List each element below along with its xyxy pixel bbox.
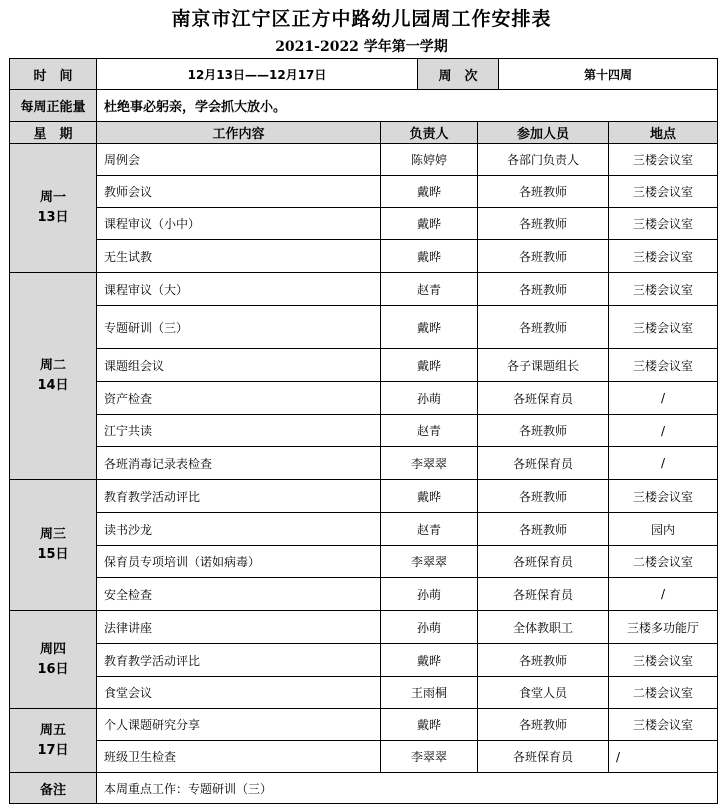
work-content: 个人课题研究分享 xyxy=(97,709,381,741)
location-cell: 三楼会议室 xyxy=(609,144,718,176)
day-name: 周五 xyxy=(39,722,66,738)
owner-cell: 孙萌 xyxy=(381,611,478,644)
week-label: 周 次 xyxy=(418,59,499,90)
location-cell: / xyxy=(609,741,718,773)
time-value: 12月13日——12月17日 xyxy=(97,59,418,90)
day-name: 周一 xyxy=(39,190,66,205)
owner-cell: 赵青 xyxy=(381,415,478,447)
table-row xyxy=(10,480,718,513)
day-cell xyxy=(10,144,97,273)
table-row xyxy=(10,273,718,306)
participants-cell: 全体教职工 xyxy=(478,611,609,644)
location-cell: 园内 xyxy=(609,513,718,546)
work-content: 安全检查 xyxy=(97,578,381,611)
work-content: 无生试教 xyxy=(97,240,381,273)
participants-cell: 各班保育员 xyxy=(478,447,609,480)
owner-cell: 戴晔 xyxy=(381,240,478,273)
participants-cell: 食堂人员 xyxy=(478,677,609,709)
table-row xyxy=(10,546,718,578)
work-content: 各班消毒记录表检查 xyxy=(97,447,381,480)
location-cell: 二楼会议室 xyxy=(609,546,718,578)
day-name: 周四 xyxy=(39,641,66,657)
table-row xyxy=(10,306,718,349)
day-name: 周三 xyxy=(39,527,66,542)
work-content: 周例会 xyxy=(97,144,381,176)
location-cell: / xyxy=(609,447,718,480)
day-cell xyxy=(10,480,97,611)
participants-cell: 各班教师 xyxy=(478,208,609,240)
participants-cell: 各班保育员 xyxy=(478,382,609,415)
location-cell: / xyxy=(609,382,718,415)
table-row xyxy=(10,741,718,773)
work-content: 专题研训（三） xyxy=(97,306,381,349)
participants-cell: 各班教师 xyxy=(478,240,609,273)
owner-cell: 戴晔 xyxy=(381,208,478,240)
participants-cell: 各子课题组长 xyxy=(478,349,609,382)
location-cell: 二楼会议室 xyxy=(609,677,718,709)
location-cell: 三楼会议室 xyxy=(609,176,718,208)
owner-cell: 赵青 xyxy=(381,273,478,306)
table-row xyxy=(10,677,718,709)
work-content: 课程审议（小中） xyxy=(97,208,381,240)
location-cell: / xyxy=(609,578,718,611)
owner-cell: 陈婷婷 xyxy=(381,144,478,176)
work-content: 教育教学活动评比 xyxy=(97,480,381,513)
location-cell: 三楼会议室 xyxy=(609,306,718,349)
owner-cell: 李翠翠 xyxy=(381,447,478,480)
week-value: 第十四周 xyxy=(499,59,718,90)
table-row xyxy=(10,447,718,480)
owner-cell: 戴晔 xyxy=(381,306,478,349)
owner-cell: 戴晔 xyxy=(381,644,478,677)
participants-cell: 各班保育员 xyxy=(478,546,609,578)
table-row xyxy=(10,144,718,176)
table-row xyxy=(10,709,718,741)
owner-cell: 戴晔 xyxy=(381,709,478,741)
participants-cell: 各班保育员 xyxy=(478,578,609,611)
day-name: 周二 xyxy=(39,358,66,373)
day-cell xyxy=(10,709,97,773)
owner-cell: 戴晔 xyxy=(381,176,478,208)
table-row xyxy=(10,611,718,644)
day-cell xyxy=(10,611,97,709)
col-day: 星 期 xyxy=(10,122,97,144)
remarks-text: 本周重点工作：专题研训（三） xyxy=(97,773,718,804)
location-cell: 三楼会议室 xyxy=(609,208,718,240)
participants-cell: 各班教师 xyxy=(478,273,609,306)
participants-cell: 各班教师 xyxy=(478,644,609,677)
time-label: 时 间 xyxy=(10,59,97,90)
location-cell: / xyxy=(609,415,718,447)
table-row xyxy=(10,578,718,611)
owner-cell: 孙萌 xyxy=(381,578,478,611)
day-date: 17日 xyxy=(37,742,69,758)
owner-cell: 戴晔 xyxy=(381,349,478,382)
participants-cell: 各班保育员 xyxy=(478,741,609,773)
work-content: 江宁共读 xyxy=(97,415,381,447)
table-row xyxy=(10,349,718,382)
schedule-table xyxy=(9,58,718,804)
location-cell: 三楼会议室 xyxy=(609,709,718,741)
table-row xyxy=(10,176,718,208)
col-owner: 负责人 xyxy=(381,122,478,144)
participants-cell: 各部门负责人 xyxy=(478,144,609,176)
owner-cell: 赵青 xyxy=(381,513,478,546)
table-row xyxy=(10,208,718,240)
table-row xyxy=(10,644,718,677)
location-cell: 三楼会议室 xyxy=(609,644,718,677)
owner-cell: 李翠翠 xyxy=(381,546,478,578)
table-row xyxy=(10,382,718,415)
day-date: 14日 xyxy=(37,378,69,393)
motto-text: 杜绝事必躬亲，学会抓大放小。 xyxy=(97,90,718,122)
day-date: 16日 xyxy=(37,661,69,677)
location-cell: 三楼会议室 xyxy=(609,240,718,273)
work-content: 班级卫生检查 xyxy=(97,741,381,773)
participants-cell: 各班教师 xyxy=(478,176,609,208)
table-row xyxy=(10,240,718,273)
work-content: 课题组会议 xyxy=(97,349,381,382)
owner-cell: 戴晔 xyxy=(381,480,478,513)
work-content: 教师会议 xyxy=(97,176,381,208)
col-participants: 参加人员 xyxy=(478,122,609,144)
work-content: 课程审议（大） xyxy=(97,273,381,306)
participants-cell: 各班教师 xyxy=(478,306,609,349)
location-cell: 三楼会议室 xyxy=(609,480,718,513)
day-date: 13日 xyxy=(37,210,69,225)
col-location: 地点 xyxy=(609,122,718,144)
location-cell: 三楼会议室 xyxy=(609,349,718,382)
participants-cell: 各班教师 xyxy=(478,513,609,546)
term-subtitle: 2021-2022 学年第一学期 xyxy=(275,39,448,55)
participants-cell: 各班教师 xyxy=(478,480,609,513)
work-content: 保育员专项培训（诺如病毒） xyxy=(97,546,381,578)
location-cell: 三楼会议室 xyxy=(609,273,718,306)
location-cell: 三楼多功能厅 xyxy=(609,611,718,644)
participants-cell: 各班教师 xyxy=(478,415,609,447)
work-content: 法律讲座 xyxy=(97,611,381,644)
table-row xyxy=(10,513,718,546)
table-row xyxy=(10,415,718,447)
work-content: 教育教学活动评比 xyxy=(97,644,381,677)
work-content: 资产检查 xyxy=(97,382,381,415)
work-content: 食堂会议 xyxy=(97,677,381,709)
col-content: 工作内容 xyxy=(97,122,381,144)
work-content: 读书沙龙 xyxy=(97,513,381,546)
day-cell xyxy=(10,273,97,480)
participants-cell: 各班教师 xyxy=(478,709,609,741)
page-title: 南京市江宁区正方中路幼儿园周工作安排表 xyxy=(171,8,552,30)
owner-cell: 王雨桐 xyxy=(381,677,478,709)
day-date: 15日 xyxy=(37,547,69,562)
remarks-label: 备注 xyxy=(10,773,97,804)
owner-cell: 李翠翠 xyxy=(381,741,478,773)
motto-label: 每周正能量 xyxy=(10,90,97,122)
owner-cell: 孙萌 xyxy=(381,382,478,415)
